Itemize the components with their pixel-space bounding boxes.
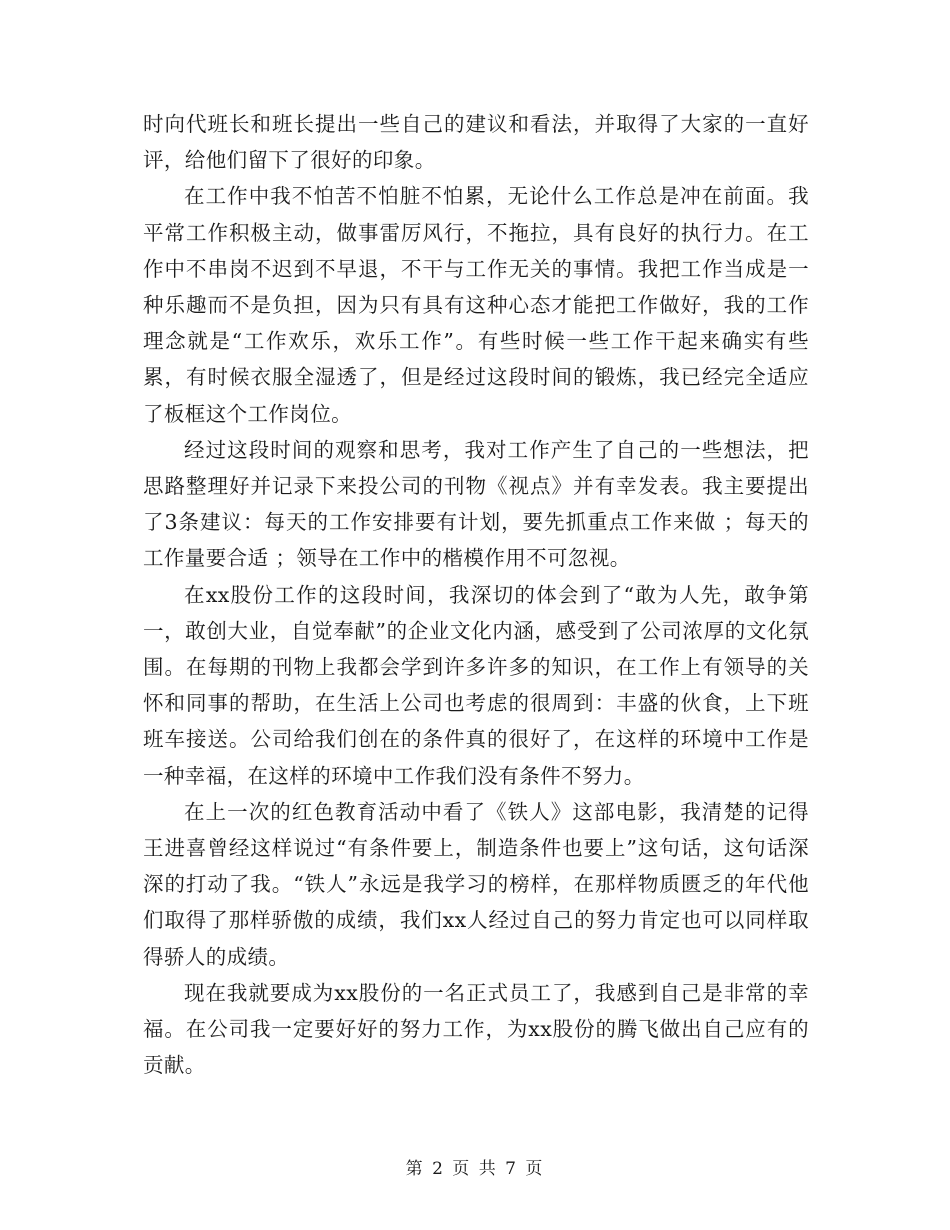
paragraph-conclusion: 现在我就要成为xx股份的一名正式员工了，我感到自己是非常的幸福。在公司我一定要好好的努力工作，为xx股份的腾飞做出自己应有的贡献。	[143, 980, 809, 1078]
page-number-footer: 第 2 页 共 7 页	[405, 1159, 545, 1179]
paragraph-continued: 时向代班长和班长提出一些自己的建议和看法，并取得了大家的一直好评，给他们留下了很好的印象。	[143, 112, 809, 173]
document-body	[143, 106, 809, 1083]
paragraph-company-culture: 在xx股份工作的这段时间，我深切的体会到了“敢为人先，敢争第一，敢创大业，自觉奉献”的企业文化内涵，感受到了公司浓厚的文化氛围。在每期的刊物上我都会学到许多许多的知识，在工作上有领导的关怀和同事的帮助，在生活上公司也考虑的很周到：丰盛的伙食，上下班班车接送。公司给我们创在的条件真的很好了，在这样的环境中工作是一种幸福，在这样的环境中工作我们没有条件不努力。	[143, 582, 809, 788]
paragraph-iron-man: 在上一次的红色教育活动中看了《铁人》这部电影，我清楚的记得王进喜曾经这样说过“有条件要上，制造条件也要上”这句话，这句话深深的打动了我。“铁人”永远是我学习的榜样，在那样物质匮乏的年代他们取得了那样骄傲的成绩，我们xx人经过自己的努力肯定也可以同样取得骄人的成绩。	[143, 799, 809, 969]
paragraph-work-attitude: 在工作中我不怕苦不怕脏不怕累，无论什么工作总是冲在前面。我平常工作积极主动，做事雷厉风行，不拖拉，具有良好的执行力。在工作中不串岗不迟到不早退，不干与工作无关的事情。我把工作当成是一种乐趣而不是负担，因为只有具有这种心态才能把工作做好，我的工作理念就是“工作欢乐，欢乐工作”。有些时候一些工作干起来确实有些累，有时候衣服全湿透了，但是经过这段时间的锻炼，我已经完全适应了板框这个工作岗位。	[143, 184, 809, 426]
paragraph-suggestions: 经过这段时间的观察和思考，我对工作产生了自己的一些想法，把思路整理好并记录下来投公司的刊物《视点》并有幸发表。我主要提出了3条建议：每天的工作安排要有计划，要先抓重点工作来做 ；每天的工作量要合适 ；领导在工作中的楷模作用不可忽视。	[143, 437, 809, 571]
